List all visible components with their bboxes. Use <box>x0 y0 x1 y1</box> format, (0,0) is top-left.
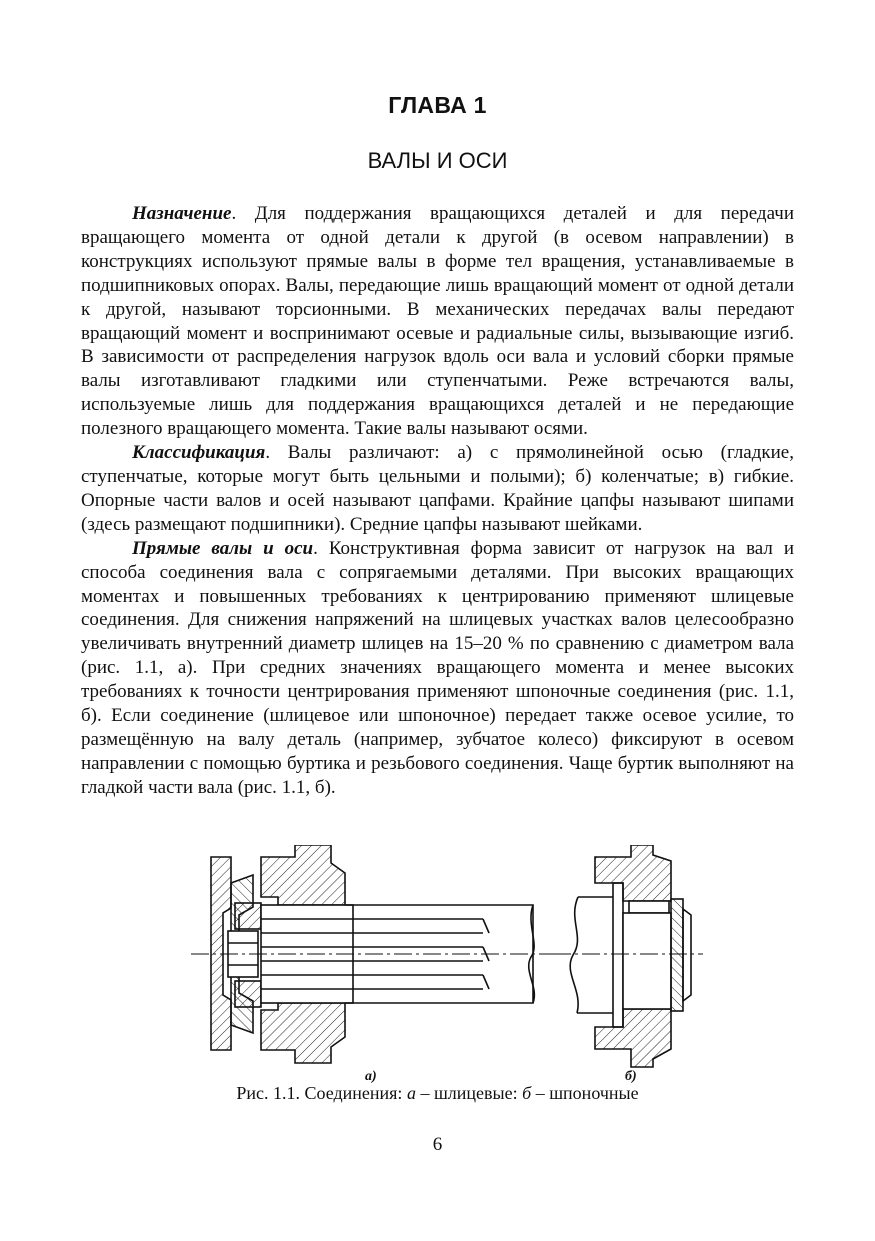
caption-mid: – шлицевые: <box>415 1083 523 1103</box>
paragraph-lead: Прямые валы и оси <box>132 537 314 559</box>
caption-prefix: Рис. 1.1. Соединения: <box>236 1083 407 1103</box>
paragraph-straight-shafts <box>81 537 794 800</box>
body-text <box>81 202 794 800</box>
paragraph-text: . Валы различают: а) с прямолинейной осью (гладкие, ступенчатые, которые могут быть цельными и полыми); б) коленчатые; в) гибкие. Опорные части валов и осей называют цапфами. Крайние цапфы называют шипами (здесь размещают подшипники). Средние цапфы называют шейками. <box>81 442 794 535</box>
paragraph-lead: Назначение <box>132 203 232 224</box>
caption-letter-a: а <box>406 1083 416 1103</box>
caption-end: – шпоночные <box>531 1083 639 1103</box>
chapter-label: ГЛАВА 1 <box>388 92 487 118</box>
paragraph-classification <box>81 441 794 537</box>
chapter-title: ВАЛЫ И ОСИ <box>367 148 508 173</box>
paragraph-purpose <box>81 202 794 441</box>
paragraph-lead: Классификация <box>132 442 266 464</box>
paragraph-text: . Для поддержания вращающихся деталей и для передачи вращающего момента от одной детали к другой (в осевом направлении) в конструкциях используют прямые валы в форме тел вращения, устанавливаемые в подшипниковых опорах. Валы, передающие лишь вращающий момент от одной детали к другой, называют торсионными. В механических передачах валы передают вращающий момент и воспринимают осевые и радиальные силы, вызывающие изгиб. В зависимости от распределения нагрузок вдоль оси вала и условий сборки прямые валы изготавливают гладкими или ступенчатыми. Реже встречаются валы, используемые лишь для поддержания вращающихся деталей и не передающие полезного вращающего момента. Такие валы называют осями. <box>81 203 794 440</box>
figure-shaft-connections <box>183 845 703 1090</box>
figure-caption <box>0 1083 875 1104</box>
caption-letter-b: б <box>522 1083 532 1103</box>
drawing-keyed-connection <box>570 845 691 1067</box>
figure-label-a: а) <box>365 1069 377 1084</box>
paragraph-text: . Конструктивная форма зависит от нагрузок на вал и способа соединения вала с сопрягаемыми деталями. При высоких вращающих моментах и повышенных требованиях к центрированию применяют шлицевые соединения. Для снижения напряжений на шлицевых участках валов целесообразно увеличивать внутренний диаметр шлицев на 15–20 % по сравнению с диаметром вала (рис. 1.1, а). При средних значениях вращающего момента и менее высоких требованиях к точности центрирования применяют шпоночные соединения (рис. 1.1, б). Если соединение (шлицевое или шпоночное) передает также осевое усилие, то размещённую на валу деталь (например, зубчатое колесо) фиксируют в осевом направлении с помощью буртика и резьбового соединения. Чаще буртик выполняют на гладкой части вала (рис. 1.1, б). <box>81 537 794 798</box>
page-number: 6 <box>432 1134 443 1155</box>
figure-label-b: б) <box>625 1069 637 1084</box>
